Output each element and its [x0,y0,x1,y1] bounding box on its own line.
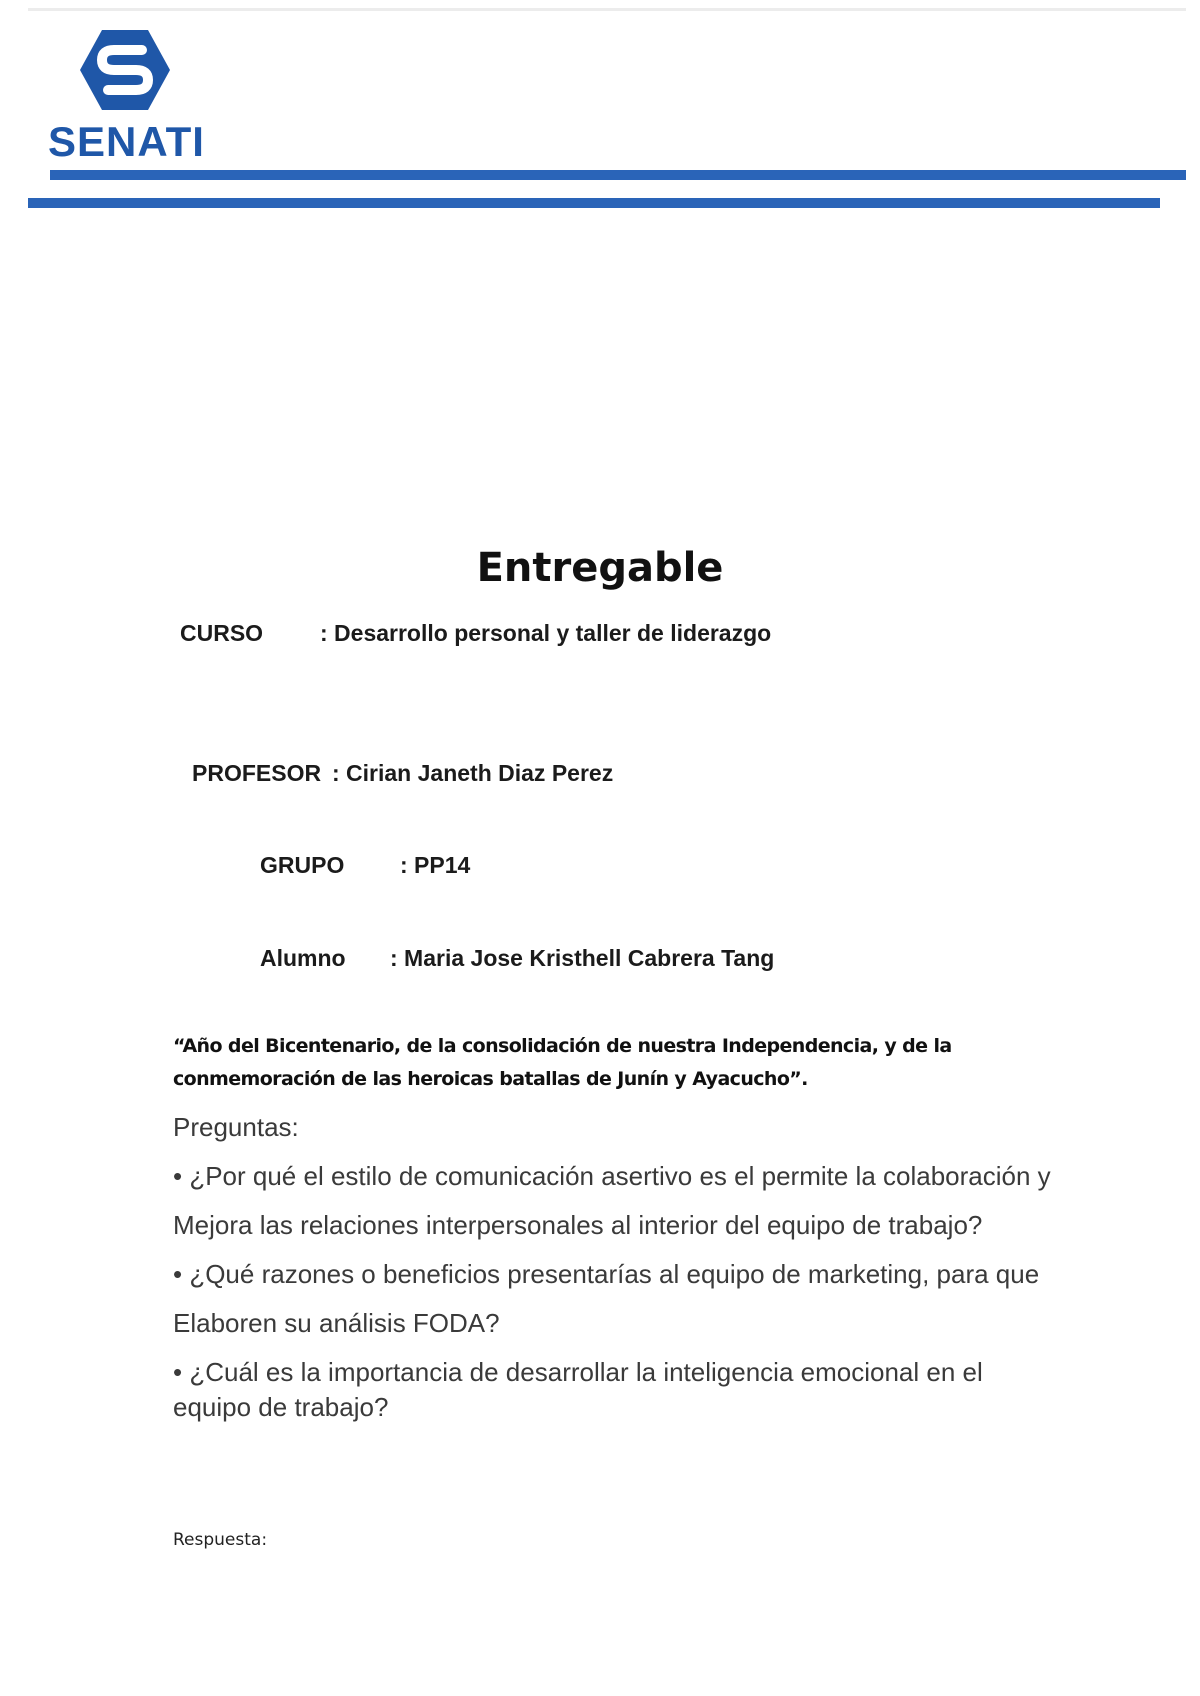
senati-logo [48,28,208,168]
question-item: • ¿Qué razones o beneficios presentarías al equipo de marketing, para que [173,1259,1040,1289]
question-item: Mejora las relaciones interpersonales al interior del equipo de trabajo? [173,1210,983,1240]
field-alumno-value: : Maria Jose Kristhell Cabrera Tang [390,945,775,971]
senati-logo-icon [80,28,170,112]
questions-section [173,1110,1053,1439]
document-title: Entregable [476,545,724,591]
motto-text: “Año del Bicentenario, de la consolidación de nuestra Independencia, y de la conmemoración de las heroicas batallas de Junín y Ayacucho”. [173,1035,952,1090]
questions-heading: Preguntas: [173,1112,299,1142]
header-rule-bottom [28,198,1160,208]
field-grupo-label: GRUPO [260,852,345,878]
header-rule-top [50,170,1186,180]
field-curso-label: CURSO [180,620,264,646]
question-item: Elaboren su análisis FODA? [173,1308,500,1338]
logo-text: SENATI [48,118,205,165]
field-grupo-value: : PP14 [400,852,471,878]
field-alumno-label: Alumno [260,945,346,971]
question-item: • ¿Cuál es la importancia de desarrollar la inteligencia emocional en el equipo de trabajo? [173,1357,983,1422]
field-profesor-value: : Cirian Janeth Diaz Perez [332,760,614,786]
field-curso-value: : Desarrollo personal y taller de liderazgo [320,620,772,646]
field-profesor-label: PROFESOR [192,760,322,786]
question-item: • ¿Por qué el estilo de comunicación asertivo es el permite la colaboración y [173,1161,1051,1191]
answer-label: Respuesta: [173,1530,268,1550]
